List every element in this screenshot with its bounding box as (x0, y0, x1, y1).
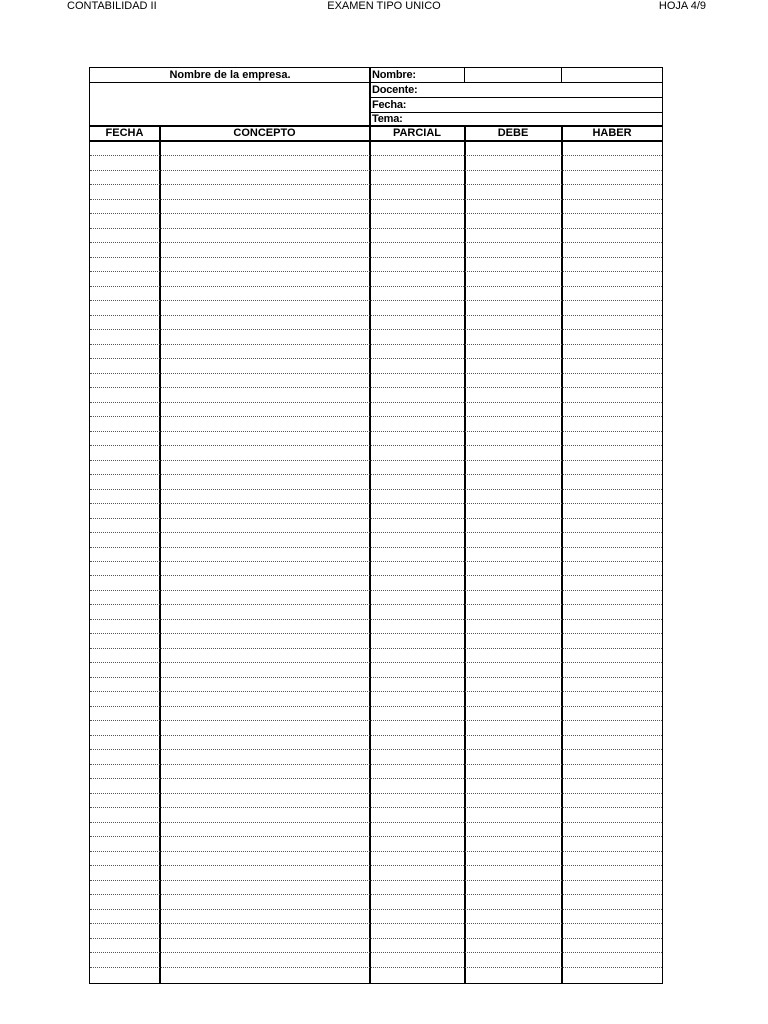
journal-row-line (90, 938, 662, 939)
journal-row-line (90, 460, 662, 461)
journal-row-line (90, 793, 662, 794)
journal-row-line (90, 590, 662, 591)
journal-row-line (90, 778, 662, 779)
page-number: HOJA 4/9 (658, 0, 706, 12)
journal-row-line (90, 604, 662, 605)
journal-row-line (90, 735, 662, 736)
info-divider (369, 97, 663, 98)
journal-row-line (90, 822, 662, 823)
journal-row-line (90, 691, 662, 692)
journal-row-line (90, 648, 662, 649)
journal-row-line (90, 619, 662, 620)
docente-label: Docente: (372, 84, 418, 96)
journal-row-line (90, 329, 662, 330)
journal-row-line (90, 764, 662, 765)
tema-label: Tema: (372, 113, 403, 125)
journal-row-line (90, 547, 662, 548)
nombre-divider (464, 68, 465, 83)
journal-row-line (90, 387, 662, 388)
journal-row-line (90, 286, 662, 287)
journal-row-line (90, 720, 662, 721)
fecha-label: Fecha: (372, 99, 407, 111)
col-fecha: FECHA (105, 127, 144, 139)
journal-row-line (90, 344, 662, 345)
journal-row-line (90, 199, 662, 200)
journal-row-line (90, 749, 662, 750)
journal-row-line (90, 633, 662, 634)
journal-row-line (90, 431, 662, 432)
journal-row-line (90, 851, 662, 852)
journal-row-line (90, 807, 662, 808)
journal-row-line (90, 518, 662, 519)
journal-row-line (90, 271, 662, 272)
journal-row-line (90, 228, 662, 229)
journal-row-line (90, 662, 662, 663)
journal-rows (90, 141, 662, 981)
journal-ledger (89, 67, 663, 984)
journal-row-line (90, 155, 662, 156)
journal-row-line (90, 416, 662, 417)
nombre-divider (561, 68, 562, 83)
exam-title: EXAMEN TIPO UNICO (327, 0, 441, 12)
info-divider (369, 82, 663, 83)
journal-row-line (90, 575, 662, 576)
journal-row-line (90, 242, 662, 243)
journal-row-line (90, 561, 662, 562)
nombre-label: Nombre: (372, 69, 416, 81)
info-left-border (369, 68, 371, 126)
journal-row-line (90, 257, 662, 258)
journal-row-line (90, 503, 662, 504)
course-title: CONTABILIDAD II (67, 0, 157, 12)
journal-row-line (90, 489, 662, 490)
info-divider (369, 112, 663, 113)
journal-row-line (90, 677, 662, 678)
journal-row-line (90, 836, 662, 837)
journal-row-line (90, 170, 662, 171)
journal-row-line (90, 967, 662, 968)
journal-row-line (90, 184, 662, 185)
journal-row-line (90, 894, 662, 895)
company-name-label: Nombre de la empresa. (90, 68, 370, 83)
journal-row-line (90, 532, 662, 533)
journal-row-line (90, 923, 662, 924)
col-haber: HABER (592, 127, 632, 139)
col-parcial: PARCIAL (392, 127, 442, 139)
journal-row-line (90, 706, 662, 707)
col-debe: DEBE (497, 127, 529, 139)
journal-row-line (90, 213, 662, 214)
journal-row-line (90, 402, 662, 403)
journal-row-line (90, 445, 662, 446)
journal-row-line (90, 358, 662, 359)
journal-row-line (90, 909, 662, 910)
journal-row-line (90, 300, 662, 301)
journal-row-line (90, 880, 662, 881)
col-concepto: CONCEPTO (233, 127, 296, 139)
journal-row-line (90, 373, 662, 374)
journal-row-line (90, 315, 662, 316)
journal-row-line (90, 865, 662, 866)
journal-row-line (90, 474, 662, 475)
journal-row-line (90, 952, 662, 953)
